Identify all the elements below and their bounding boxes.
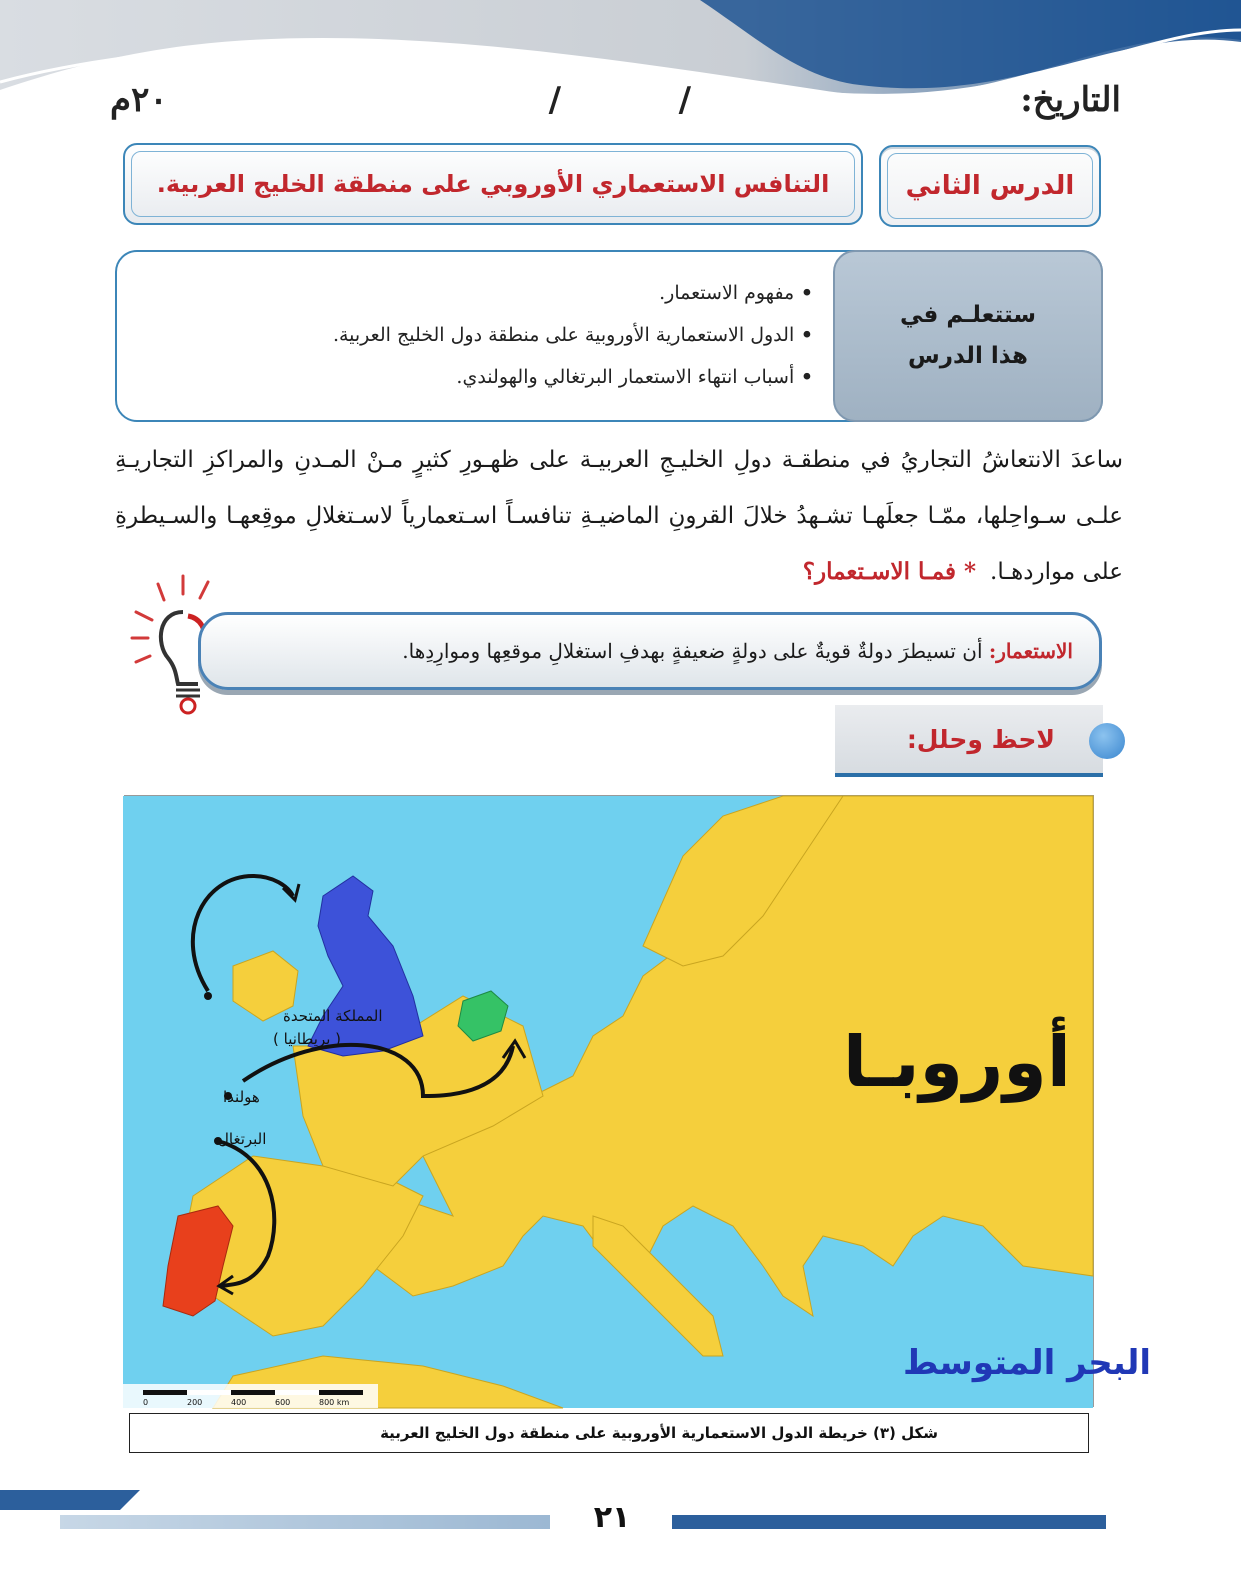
caption-text: شكل (٣) خريطة الدول الاستعمارية الأوروبية على منطقة دول الخليج العربية bbox=[380, 1424, 938, 1442]
definition-term: الاستعمار: bbox=[988, 639, 1073, 663]
page-number: ٢١ bbox=[593, 1500, 631, 1535]
map-label-netherlands: هولندا bbox=[223, 1088, 260, 1106]
map-label-uk: المملكة المتحدة bbox=[283, 1007, 383, 1025]
definition-box bbox=[198, 612, 1102, 690]
lesson-title-box bbox=[123, 143, 863, 225]
date-slash: / bbox=[548, 80, 561, 120]
lesson-number-box bbox=[879, 145, 1101, 227]
lesson-number: الدرس الثاني bbox=[905, 171, 1075, 201]
observe-label: لاحظ وحلل: bbox=[906, 724, 1055, 754]
objectives-tab bbox=[833, 250, 1103, 422]
intro-paragraph bbox=[115, 432, 1123, 600]
date-label: التاريخ: bbox=[1020, 80, 1121, 120]
footer-bar-decoration bbox=[672, 1515, 1106, 1529]
map-label-portugal: البرتغال bbox=[218, 1130, 267, 1148]
bullet-circle-icon bbox=[1089, 723, 1125, 759]
scale-label: 400 bbox=[231, 1398, 247, 1407]
scale-label: 200 bbox=[187, 1398, 203, 1407]
figure-caption bbox=[129, 1413, 1089, 1453]
date-year: ٢٠م bbox=[110, 80, 168, 120]
observe-heading bbox=[835, 705, 1103, 777]
map-label-europe: أوروبـا bbox=[843, 1021, 1071, 1103]
map-label-uk-sub: ( بريطانيا ) bbox=[273, 1030, 342, 1048]
learning-objectives bbox=[115, 250, 1103, 422]
definition-text: أن تسيطرَ دولةٌ قويةٌ على دولةٍ ضعيفةٍ بهدفِ استغلالِ موقعِها وموارِدِها. bbox=[402, 639, 983, 663]
footer-bar-decoration bbox=[0, 1490, 140, 1510]
scale-label: 600 bbox=[275, 1398, 291, 1407]
map-label-mediterranean: البحر المتوسط bbox=[903, 1343, 1152, 1383]
map-scale-bar bbox=[123, 1384, 378, 1408]
objectives-list bbox=[145, 272, 813, 398]
scale-label: 0 bbox=[143, 1398, 149, 1407]
list-item: • أسباب انتهاء الاستعمار البرتغالي والهولندي. bbox=[145, 356, 813, 398]
europe-map bbox=[124, 795, 1152, 1407]
paragraph-text: ساعدَ الانتعاشُ التجاريُ في منطقـة دولِ الخليـجِ العربيـة على ظهـورِ كثيرٍ مـنْ المـدنِ والمراكزِ التجاريـةِ علـى سـواحِلها، ممّـا جعلَهـا تشـهدُ خلالَ القرونِ الماضيـةِ تنافسـاً اسـتعمارياً لاسـتغلالِ موقِعهـا والسـيطرةِ على مواردهـا. bbox=[115, 447, 1123, 585]
footer-bar-decoration bbox=[60, 1515, 550, 1529]
objectives-tab-line2: هذا الدرس bbox=[908, 343, 1028, 369]
scale-label: 800 km bbox=[319, 1398, 350, 1407]
date-line bbox=[110, 80, 1121, 130]
objectives-tab-line1: ستتعلـم في bbox=[900, 301, 1037, 328]
map-svg bbox=[123, 796, 1152, 1408]
date-slash: / bbox=[678, 80, 691, 120]
list-item: • مفهوم الاستعمار. bbox=[145, 272, 813, 314]
lesson-title: التنافس الاستعماري الأوروبي على منطقة الخليج العربية. bbox=[156, 170, 830, 198]
question-text: * فمـا الاسـتعمار؟ bbox=[802, 558, 977, 585]
list-item: • الدول الاستعمارية الأوروبية على منطقة دول الخليج العربية. bbox=[145, 314, 813, 356]
